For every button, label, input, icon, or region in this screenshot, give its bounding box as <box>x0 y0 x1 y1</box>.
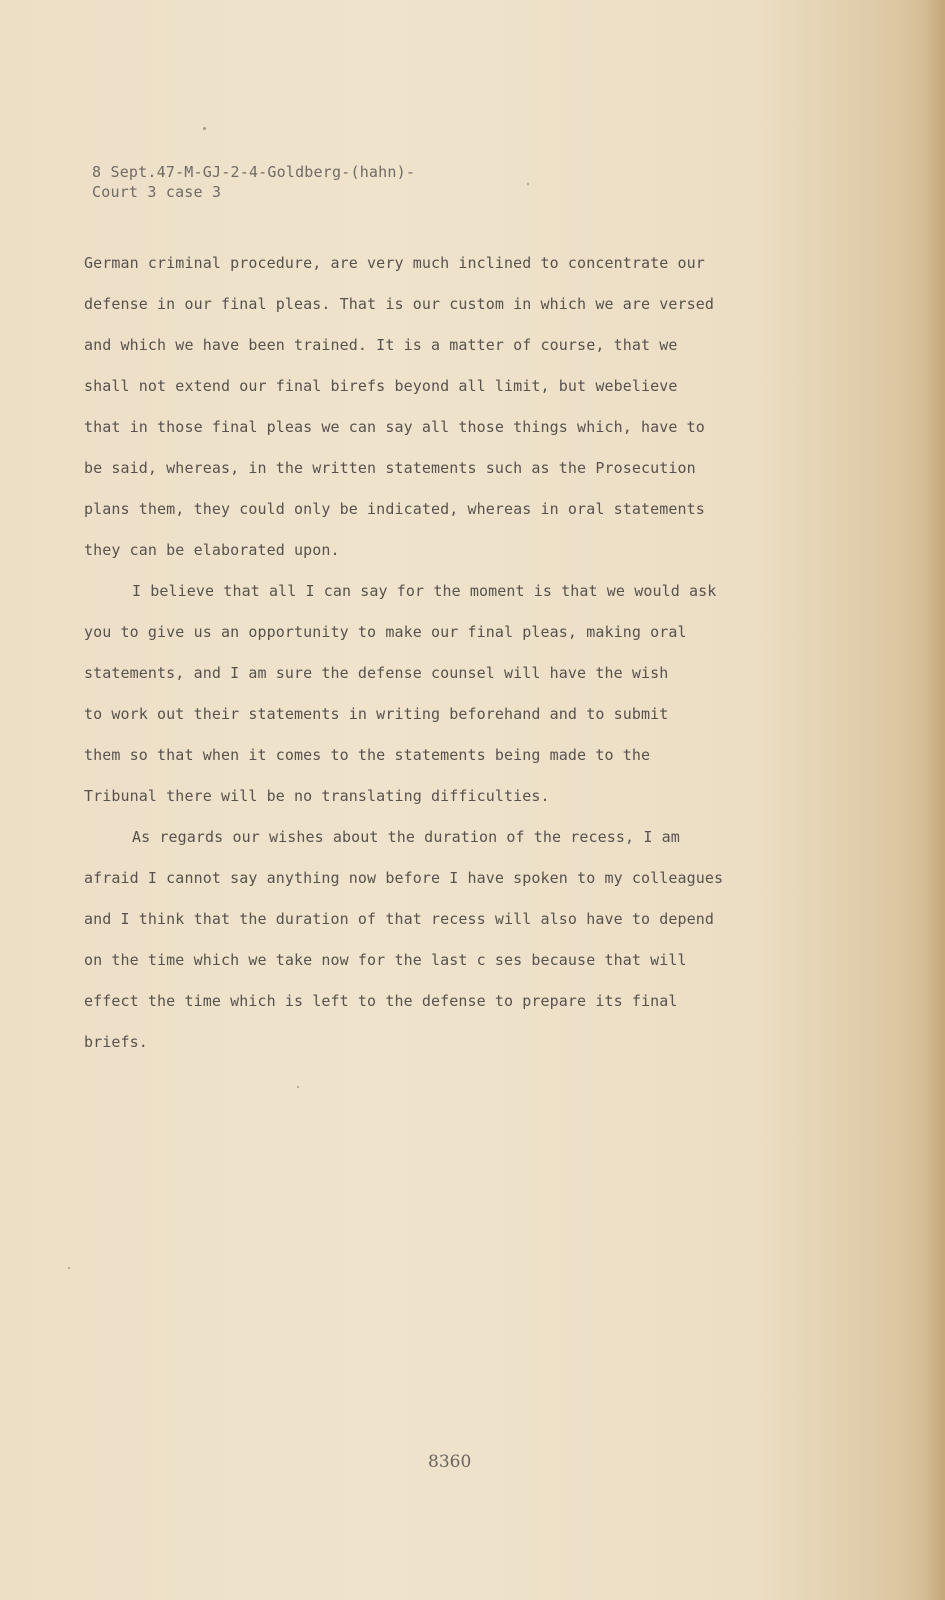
page-number: 8360 <box>428 1452 472 1472</box>
paper-speck <box>527 183 529 185</box>
paper-speck <box>297 1086 299 1088</box>
paper-speck <box>68 1267 70 1269</box>
paragraph-3: As regards our wishes about the duration of the recess, I am afraid I cannot say anything now before I have spoken to my colleagues and I think that the duration of that recess will also have to depend on the time which we take now for the last c ses because that will effect the time which is left to the defense to prepare its final briefs. <box>84 828 724 1051</box>
paragraph-1: German criminal procedure, are very much inclined to concentrate our defense in our final pleas. That is our custom in which we are versed and which we have been trained. It is a matter of course, that we shall not extend our final birefs beyond all limit, but webelieve that in those final pleas we can say all those things which, have to be said, whereas, in the written statements such as the Prosecution plans them, they could only be indicated, whereas in oral statements they can be elaborated upon. <box>84 254 715 559</box>
paper-speck <box>203 127 206 130</box>
header-line-2: Court 3 case 3 <box>92 183 222 201</box>
document-header <box>92 162 415 202</box>
page-edge-shadow <box>923 0 945 1600</box>
document-body <box>84 243 814 1063</box>
paragraph-2: I believe that all I can say for the moment is that we would ask you to give us an opportunity to make our final pleas, making oral statements, and I am sure the defense counsel will have the wish to work out their statements in writing beforehand and to submit them so that when it comes to the statements being made to the Tribunal there will be no translating difficulties. <box>84 582 717 805</box>
header-line-1: 8 Sept.47-M-GJ-2-4-Goldberg-(hahn)- <box>92 163 416 181</box>
